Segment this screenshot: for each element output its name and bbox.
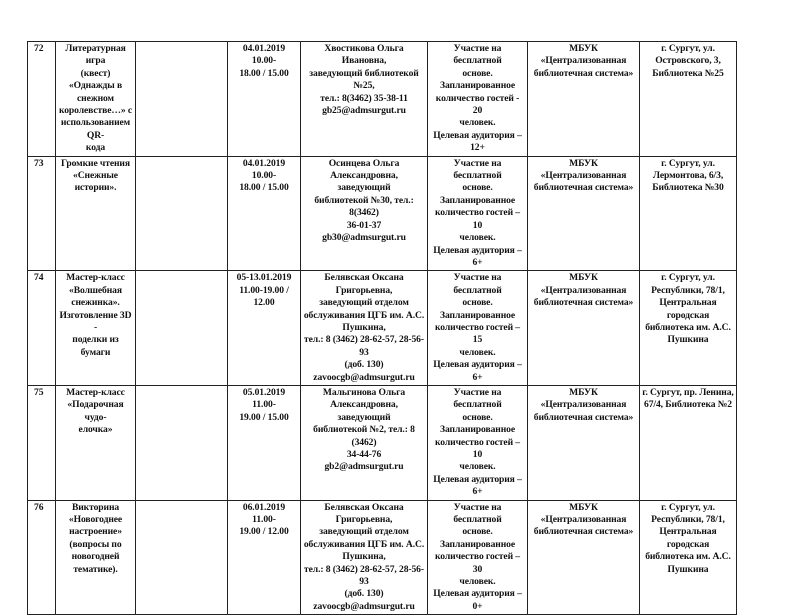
address-cell — [640, 42, 737, 157]
empty-cell-cell — [136, 385, 228, 500]
contact-person-line: обслуживания ЦГБ им. А.С. — [303, 538, 425, 550]
event-date-line: 06.01.2019 11.00- — [242, 501, 286, 526]
event-date-line: 19.00 / 12.00 — [239, 526, 289, 538]
event-name-line: Громкие чтения — [61, 157, 130, 169]
contact-person-line: Александровна, заведующий — [330, 170, 398, 194]
contact-person-line: Белявская Оксана Григорьевна, — [324, 501, 404, 526]
event-name-line: Мастер-класс — [66, 272, 125, 284]
organization-line: МБУК «Централизованная — [540, 272, 627, 296]
participation-terms-line: Участие на бесплатной — [453, 501, 502, 526]
address-line: Пушкина — [667, 563, 709, 575]
event-name-cell — [56, 271, 136, 386]
address-line: г. Сургут, ул. — [661, 43, 715, 54]
participation-terms-line: Целевая аудитория – 6+ — [433, 473, 522, 498]
event-date-line: 18.00 / 15.00 — [239, 67, 289, 79]
contact-person-line: библиотекой №2, тел.: 8 (3462) — [313, 424, 415, 448]
event-name-line: Изготовление 3D - — [59, 309, 132, 333]
empty-cell-cell — [136, 42, 228, 157]
event-date-line: 05-13.01.2019 — [236, 272, 292, 284]
contact-person-cell — [301, 500, 428, 615]
event-name-cell — [56, 156, 136, 271]
event-name-line: «Новогоднее — [68, 514, 123, 526]
participation-terms-line: Целевая аудитория – 6+ — [433, 244, 522, 268]
event-name-line: новогодней — [71, 551, 120, 563]
participation-terms-line: Запланированное — [440, 80, 515, 92]
participation-terms-line: Запланированное — [440, 309, 515, 321]
table-row — [28, 271, 737, 386]
contact-person-line: тел.: 8(3462) 35-38-11 — [320, 92, 408, 104]
address-line: г. Сургут, ул. — [661, 501, 715, 513]
organization-cell — [528, 500, 640, 615]
row-number-cell: 72 — [28, 42, 56, 157]
address-line: Островского, 3, — [655, 55, 721, 67]
contact-person-line: zavoocgb@admsurgut.ru — [313, 600, 415, 612]
event-name-line: «Подарочная чудо- — [67, 399, 124, 423]
organization-cell — [528, 385, 640, 500]
event-name-line: Литературная игра — [65, 43, 126, 67]
contact-person-line: Пушкина, — [342, 321, 386, 333]
table-row — [28, 156, 737, 271]
contact-person-line: 36-01-37 — [346, 219, 382, 231]
contact-person-line: Пушкина, — [342, 551, 386, 563]
address-line: Центральная городская — [659, 526, 717, 550]
address-cell — [640, 271, 737, 386]
participation-terms-line: человек. — [459, 346, 496, 358]
event-name-line: использованием QR- — [60, 117, 131, 141]
row-number-cell: 76 — [28, 500, 56, 615]
empty-cell-cell — [136, 271, 228, 386]
table-row — [28, 500, 737, 615]
empty-cell-cell — [136, 500, 228, 615]
event-date-line: 04.01.2019 10.00- — [242, 157, 286, 182]
organization-line: МБУК «Централизованная — [540, 501, 627, 526]
event-name-line: Викторина — [71, 501, 120, 513]
event-name-line: «Снежные — [73, 170, 118, 182]
event-name-line: королевстве…» с — [58, 105, 133, 117]
address-cell — [640, 500, 737, 615]
contact-person-line: заведующий библиотекой №25, — [309, 67, 419, 92]
event-name-cell — [56, 42, 136, 157]
address-line: Библиотека №25 — [652, 67, 724, 79]
contact-person-line: тел.: 8 (3462) 28-62-57, 28-56-93 — [304, 563, 424, 588]
participation-terms-line: основе. — [462, 297, 493, 309]
contact-person-line: тел.: 8 (3462) 28-62-57, 28-56-93 — [304, 334, 424, 358]
organization-line: библиотечная система» — [533, 297, 634, 309]
participation-terms-line: основе. — [462, 67, 493, 79]
participation-terms-line: количество гостей – 10 — [434, 207, 520, 231]
participation-terms-line: Запланированное — [440, 194, 515, 206]
participation-terms-line: человек. — [459, 232, 496, 244]
organization-cell — [528, 42, 640, 157]
organization-cell — [528, 271, 640, 386]
participation-terms-line: количество гостей – 10 — [434, 436, 520, 460]
contact-person-line: Осинцева Ольга — [328, 157, 400, 169]
event-name-line: снежинка». — [71, 297, 120, 309]
event-date-line: 19.00 / 15.00 — [239, 411, 289, 423]
event-name-line: тематике). — [73, 563, 118, 575]
contact-person-line: zavoocgb@admsurgut.ru — [313, 371, 415, 383]
participation-terms-line: Целевая аудитория – 0+ — [433, 588, 522, 612]
participation-terms-line: количество гостей - 20 — [435, 92, 520, 117]
event-date-line: 18.00 / 15.00 — [239, 182, 289, 194]
participation-terms-line: Целевая аудитория – 6+ — [433, 359, 522, 383]
contact-person-cell — [301, 385, 428, 500]
address-line: библиотека им. А.С. — [645, 321, 731, 333]
participation-terms-cell — [428, 500, 528, 615]
organization-line: МБУК «Централизованная — [540, 43, 627, 67]
event-name-line: елочка» — [78, 424, 113, 436]
contact-person-line: библиотекой №30, тел.: 8(3462) — [314, 194, 414, 219]
contact-person-line: заведующий отделом — [319, 526, 409, 538]
address-cell — [640, 385, 737, 500]
event-name-line: поделки из бумаги — [72, 334, 119, 358]
participation-terms-cell — [428, 271, 528, 386]
organization-line: библиотечная система» — [533, 411, 634, 423]
table-row — [28, 42, 737, 157]
event-name-line: настроение» — [69, 526, 122, 538]
participation-terms-line: человек. — [459, 117, 496, 129]
organization-cell — [528, 156, 640, 271]
event-date-line: 11.00-19.00 / — [239, 284, 289, 296]
contact-person-line: заведующий отделом — [319, 297, 409, 309]
address-line: Библиотека №30 — [652, 182, 724, 194]
contact-person-line: обслуживания ЦГБ им. А.С. — [303, 309, 425, 321]
participation-terms-line: Запланированное — [440, 424, 515, 436]
address-cell — [640, 156, 737, 271]
contact-person-line: (доб. 130) — [344, 588, 384, 600]
participation-terms-cell — [428, 385, 528, 500]
address-line: Республики, 78/1, — [651, 284, 725, 296]
event-date-cell — [228, 385, 301, 500]
contact-person-line: Хвостикова Ольга Ивановна, — [324, 43, 404, 67]
events-table — [27, 41, 737, 615]
event-name-line: истории». — [74, 182, 117, 194]
event-name-line: Мастер-класс — [66, 386, 125, 398]
address-line: г. Сургут, ул. — [661, 272, 715, 284]
contact-person-line: Мальгинова Ольга — [322, 386, 406, 398]
address-line: г. Сургут, пр. Ленина, — [642, 386, 734, 398]
event-name-line: кода — [85, 142, 106, 154]
participation-terms-line: основе. — [462, 526, 493, 538]
participation-terms-line: Участие на бесплатной — [453, 272, 502, 296]
contact-person-line: gb2@admsurgut.ru — [324, 461, 404, 473]
address-line: 67/4, Библиотека №2 — [644, 399, 732, 411]
contact-person-line: 34-44-76 — [346, 449, 382, 460]
participation-terms-cell — [428, 156, 528, 271]
organization-line: библиотечная система» — [533, 182, 634, 194]
participation-terms-line: основе. — [462, 411, 493, 423]
organization-line: МБУК «Централизованная — [540, 157, 627, 182]
participation-terms-line: количество гостей – 15 — [434, 321, 520, 346]
address-line: Пушкина — [667, 334, 709, 346]
organization-line: библиотечная система» — [533, 67, 634, 79]
contact-person-line: gb25@admsurgut.ru — [322, 105, 406, 117]
event-date-cell — [228, 271, 301, 386]
address-line: Центральная городская — [659, 297, 717, 321]
row-number-cell: 73 — [28, 156, 56, 271]
participation-terms-line: человек. — [459, 576, 496, 588]
participation-terms-line: основе. — [462, 182, 493, 194]
contact-person-cell — [301, 271, 428, 386]
participation-terms-line: Участие на бесплатной — [453, 157, 502, 182]
event-date-line: 04.01.2019 10.00- — [242, 43, 286, 67]
participation-terms-line: Запланированное — [440, 538, 515, 550]
event-name-line: «Волшебная — [69, 284, 122, 296]
event-name-cell — [56, 385, 136, 500]
event-name-cell — [56, 500, 136, 615]
organization-line: библиотечная система» — [533, 526, 634, 538]
address-line: г. Сургут, ул. — [661, 157, 715, 169]
row-number-cell: 74 — [28, 271, 56, 386]
event-date-line: 12.00 — [253, 297, 275, 309]
contact-person-line: Александровна, заведующий — [330, 399, 398, 423]
event-name-line: (вопросы по — [69, 538, 122, 550]
participation-terms-line: Целевая аудитория – 12+ — [433, 129, 522, 154]
contact-person-cell — [301, 42, 428, 157]
event-name-line: (квест) «Однажды в — [68, 67, 123, 92]
empty-cell-cell — [136, 156, 228, 271]
participation-terms-line: человек. — [459, 461, 496, 473]
event-date-cell — [228, 42, 301, 157]
contact-person-cell — [301, 156, 428, 271]
row-number-cell: 75 — [28, 385, 56, 500]
event-date-cell — [228, 500, 301, 615]
address-line: библиотека им. А.С. — [645, 551, 731, 563]
address-line: Республики, 78/1, — [651, 514, 725, 526]
contact-person-line: gb30@admsurgut.ru — [322, 232, 406, 244]
participation-terms-cell — [428, 42, 528, 157]
event-date-cell — [228, 156, 301, 271]
event-date-line: 05.01.2019 11.00- — [242, 386, 286, 411]
participation-terms-line: количество гостей – 30 — [434, 551, 520, 575]
contact-person-line: (доб. 130) — [344, 359, 384, 371]
address-line: Лермонтова, 6/3, — [652, 170, 724, 182]
contact-person-line: Белявская Оксана Григорьевна, — [324, 272, 404, 296]
event-name-line: снежном — [77, 92, 114, 104]
table-row — [28, 385, 737, 500]
organization-line: МБУК «Централизованная — [540, 386, 627, 411]
participation-terms-line: Участие на бесплатной — [453, 43, 502, 67]
participation-terms-line: Участие на бесплатной — [453, 386, 502, 411]
